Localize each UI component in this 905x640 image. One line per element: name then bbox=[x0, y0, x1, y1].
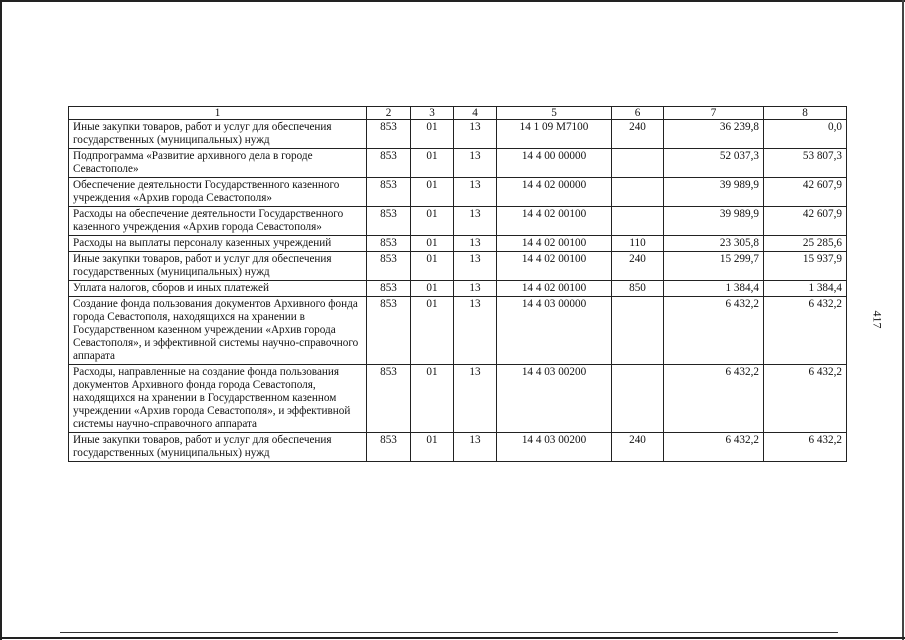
target-article-code: 14 4 03 00000 bbox=[497, 297, 612, 365]
amount-year-2: 0,0 bbox=[764, 120, 847, 149]
amount-year-2: 42 607,9 bbox=[764, 207, 847, 236]
ministry-code: 853 bbox=[367, 252, 411, 281]
subsection-code: 13 bbox=[454, 365, 497, 433]
amount-year-1: 52 037,3 bbox=[664, 149, 764, 178]
ministry-code: 853 bbox=[367, 207, 411, 236]
table-row bbox=[69, 178, 847, 207]
subsection-code: 13 bbox=[454, 252, 497, 281]
column-header-8: 8 bbox=[764, 107, 847, 120]
target-article-code: 14 4 02 00100 bbox=[497, 207, 612, 236]
column-header-4: 4 bbox=[454, 107, 497, 120]
table-row bbox=[69, 120, 847, 149]
expense-type-code: 850 bbox=[612, 281, 664, 297]
section-code: 01 bbox=[411, 236, 454, 252]
row-name: Иные закупки товаров, работ и услуг для обеспечения государственных (муниципальных) нужд bbox=[69, 120, 367, 149]
section-code: 01 bbox=[411, 178, 454, 207]
page-border-bottom bbox=[0, 637, 905, 639]
expense-type-code: 240 bbox=[612, 120, 664, 149]
table-row bbox=[69, 207, 847, 236]
section-code: 01 bbox=[411, 120, 454, 149]
amount-year-1: 36 239,8 bbox=[664, 120, 764, 149]
column-header-7: 7 bbox=[664, 107, 764, 120]
column-header-3: 3 bbox=[411, 107, 454, 120]
ministry-code: 853 bbox=[367, 365, 411, 433]
amount-year-2: 6 432,2 bbox=[764, 365, 847, 433]
table-row bbox=[69, 252, 847, 281]
section-code: 01 bbox=[411, 252, 454, 281]
amount-year-2: 53 807,3 bbox=[764, 149, 847, 178]
row-name: Уплата налогов, сборов и иных платежей bbox=[69, 281, 367, 297]
expense-type-code bbox=[612, 149, 664, 178]
amount-year-1: 23 305,8 bbox=[664, 236, 764, 252]
table-row bbox=[69, 297, 847, 365]
subsection-code: 13 bbox=[454, 120, 497, 149]
row-name: Расходы на обеспечение деятельности Государственного казенного учреждения «Архив города Севастополя» bbox=[69, 207, 367, 236]
subsection-code: 13 bbox=[454, 297, 497, 365]
target-article-code: 14 4 02 00100 bbox=[497, 252, 612, 281]
ministry-code: 853 bbox=[367, 120, 411, 149]
ministry-code: 853 bbox=[367, 297, 411, 365]
page-border-left bbox=[0, 0, 2, 640]
table-row bbox=[69, 365, 847, 433]
row-name: Обеспечение деятельности Государственного казенного учреждения «Архив города Севастополя» bbox=[69, 178, 367, 207]
ministry-code: 853 bbox=[367, 178, 411, 207]
target-article-code: 14 4 02 00100 bbox=[497, 281, 612, 297]
expense-type-code bbox=[612, 178, 664, 207]
column-header-2: 2 bbox=[367, 107, 411, 120]
table-row bbox=[69, 236, 847, 252]
section-code: 01 bbox=[411, 281, 454, 297]
amount-year-1: 6 432,2 bbox=[664, 433, 764, 462]
column-header-1: 1 bbox=[69, 107, 367, 120]
ministry-code: 853 bbox=[367, 236, 411, 252]
page-border-right bbox=[902, 0, 904, 640]
ministry-code: 853 bbox=[367, 149, 411, 178]
page-border-top bbox=[0, 0, 905, 2]
amount-year-2: 1 384,4 bbox=[764, 281, 847, 297]
amount-year-2: 6 432,2 bbox=[764, 433, 847, 462]
row-name: Расходы, направленные на создание фонда пользования документов Архивного фонда города Севастополя, находящихся на хранении в Государственном казенном учреждении «Архив города Севастополя», и эффективной системы научно-справочного аппарата bbox=[69, 365, 367, 433]
section-code: 01 bbox=[411, 207, 454, 236]
table-row bbox=[69, 149, 847, 178]
subsection-code: 13 bbox=[454, 281, 497, 297]
amount-year-1: 39 989,9 bbox=[664, 178, 764, 207]
target-article-code: 14 4 03 00200 bbox=[497, 365, 612, 433]
section-code: 01 bbox=[411, 365, 454, 433]
target-article-code: 14 1 09 М7100 bbox=[497, 120, 612, 149]
section-code: 01 bbox=[411, 433, 454, 462]
amount-year-2: 6 432,2 bbox=[764, 297, 847, 365]
expense-type-code bbox=[612, 365, 664, 433]
ministry-code: 853 bbox=[367, 281, 411, 297]
amount-year-2: 42 607,9 bbox=[764, 178, 847, 207]
subsection-code: 13 bbox=[454, 236, 497, 252]
target-article-code: 14 4 02 00000 bbox=[497, 178, 612, 207]
row-name: Иные закупки товаров, работ и услуг для обеспечения государственных (муниципальных) нужд bbox=[69, 433, 367, 462]
target-article-code: 14 4 00 00000 bbox=[497, 149, 612, 178]
column-header-6: 6 bbox=[612, 107, 664, 120]
page-number: 417 bbox=[870, 310, 885, 329]
amount-year-1: 1 384,4 bbox=[664, 281, 764, 297]
target-article-code: 14 4 02 00100 bbox=[497, 236, 612, 252]
footer-rule bbox=[60, 632, 838, 633]
expense-type-code: 240 bbox=[612, 252, 664, 281]
expense-type-code bbox=[612, 297, 664, 365]
subsection-code: 13 bbox=[454, 433, 497, 462]
amount-year-1: 39 989,9 bbox=[664, 207, 764, 236]
row-name: Создание фонда пользования документов Архивного фонда города Севастополя, находящихся на хранении в Государственном казенном учреждении «Архив города Севастополя», и эффективной системы научно-справочного аппарата bbox=[69, 297, 367, 365]
column-header-5: 5 bbox=[497, 107, 612, 120]
ministry-code: 853 bbox=[367, 433, 411, 462]
table-row bbox=[69, 433, 847, 462]
row-name: Подпрограмма «Развитие архивного дела в городе Севастополе» bbox=[69, 149, 367, 178]
section-code: 01 bbox=[411, 149, 454, 178]
subsection-code: 13 bbox=[454, 178, 497, 207]
amount-year-1: 15 299,7 bbox=[664, 252, 764, 281]
table-header-row bbox=[69, 107, 847, 120]
amount-year-1: 6 432,2 bbox=[664, 297, 764, 365]
expense-type-code: 110 bbox=[612, 236, 664, 252]
amount-year-2: 25 285,6 bbox=[764, 236, 847, 252]
table-row bbox=[69, 281, 847, 297]
subsection-code: 13 bbox=[454, 149, 497, 178]
expense-type-code: 240 bbox=[612, 433, 664, 462]
target-article-code: 14 4 03 00200 bbox=[497, 433, 612, 462]
subsection-code: 13 bbox=[454, 207, 497, 236]
row-name: Иные закупки товаров, работ и услуг для обеспечения государственных (муниципальных) нужд bbox=[69, 252, 367, 281]
expense-type-code bbox=[612, 207, 664, 236]
row-name: Расходы на выплаты персоналу казенных учреждений bbox=[69, 236, 367, 252]
budget-table bbox=[68, 106, 847, 462]
section-code: 01 bbox=[411, 297, 454, 365]
table-body bbox=[69, 120, 847, 462]
amount-year-1: 6 432,2 bbox=[664, 365, 764, 433]
amount-year-2: 15 937,9 bbox=[764, 252, 847, 281]
